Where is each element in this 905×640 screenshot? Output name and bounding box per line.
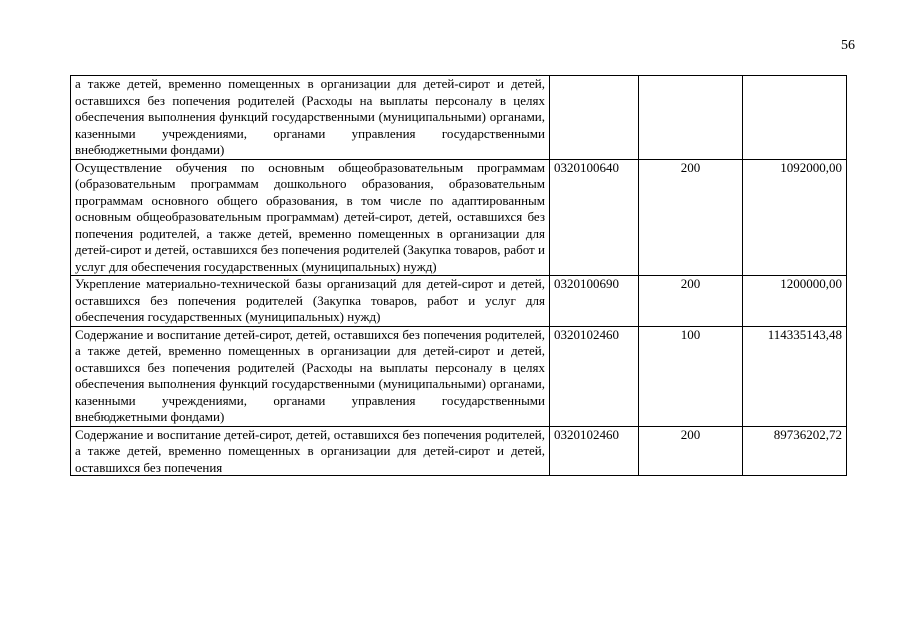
row-amount-cell: 114335143,48 — [743, 326, 847, 426]
row-name-cell — [71, 159, 550, 276]
row-code-cell — [550, 76, 639, 160]
row-amount-cell — [743, 76, 847, 160]
row-amount-cell: 1092000,00 — [743, 159, 847, 276]
row-code-cell: 0320102460 — [550, 326, 639, 426]
table-row — [71, 326, 847, 426]
row-amount-cell: 89736202,72 — [743, 426, 847, 475]
row-code-cell: 0320102460 — [550, 426, 639, 475]
page-number: 56 — [841, 38, 855, 53]
budget-table — [70, 75, 847, 476]
row-name: Укрепление материально-технической базы организаций для детей-сирот и детей, оставшихся без попечения родителей (Закупка товаров, работ и услуг для обеспечения государственных (муниципальных) нужд) — [75, 276, 545, 324]
row-expense-type-cell: 200 — [639, 276, 743, 327]
row-amount-cell: 1200000,00 — [743, 276, 847, 327]
table-row — [71, 426, 847, 475]
row-expense-type-cell: 200 — [639, 426, 743, 475]
row-name: Содержание и воспитание детей-сирот, детей, оставшихся без попечения родителей, а также детей, временно помещенных в организации для детей-сирот и детей, оставшихся без попечения родителей (Расходы на выплаты персоналу в целях обеспечения выполнения функций государственными (муниципальными) органами, казенными учреждениями, органами управления государственными внебюджетными фондами) — [75, 326, 545, 424]
table-row — [71, 159, 847, 276]
row-code-cell: 0320100690 — [550, 276, 639, 327]
row-name: а также детей, временно помещенных в организации для детей-сирот и детей, оставшихся без попечения родителей (Расходы на выплаты персоналу в целях обеспечения выполнения функций государственными (муниципальными) органами, казенными учреждениями, органами управления государственными внебюджетными фондами) — [75, 76, 545, 157]
row-expense-type-cell: 100 — [639, 326, 743, 426]
row-expense-type-cell — [639, 76, 743, 160]
row-expense-type-cell: 200 — [639, 159, 743, 276]
row-name-cell — [71, 276, 550, 327]
row-name-cell — [71, 76, 550, 160]
row-name-cell — [71, 426, 550, 475]
table-row — [71, 276, 847, 327]
row-name: Содержание и воспитание детей-сирот, детей, оставшихся без попечения родителей, а также детей, временно помещенных в организации для детей-сирот и детей, оставшихся без попечения — [75, 426, 545, 475]
row-name: Осуществление обучения по основным общеобразовательным программам (образовательным программам дошкольного образования, образовательным программам основного общего образования, в том числе по адаптированным основным общеобразовательным программам) детей-сирот, детей, оставшихся без попечения родителей, а также детей, временно помещенных в организации для детей-сирот и детей, оставшихся без попечения родителей (Закупка товаров, работ и услуг для обеспечения государственных (муниципальных) нужд) — [75, 159, 545, 274]
table-row — [71, 76, 847, 160]
row-code-cell: 0320100640 — [550, 159, 639, 276]
row-name-cell — [71, 326, 550, 426]
